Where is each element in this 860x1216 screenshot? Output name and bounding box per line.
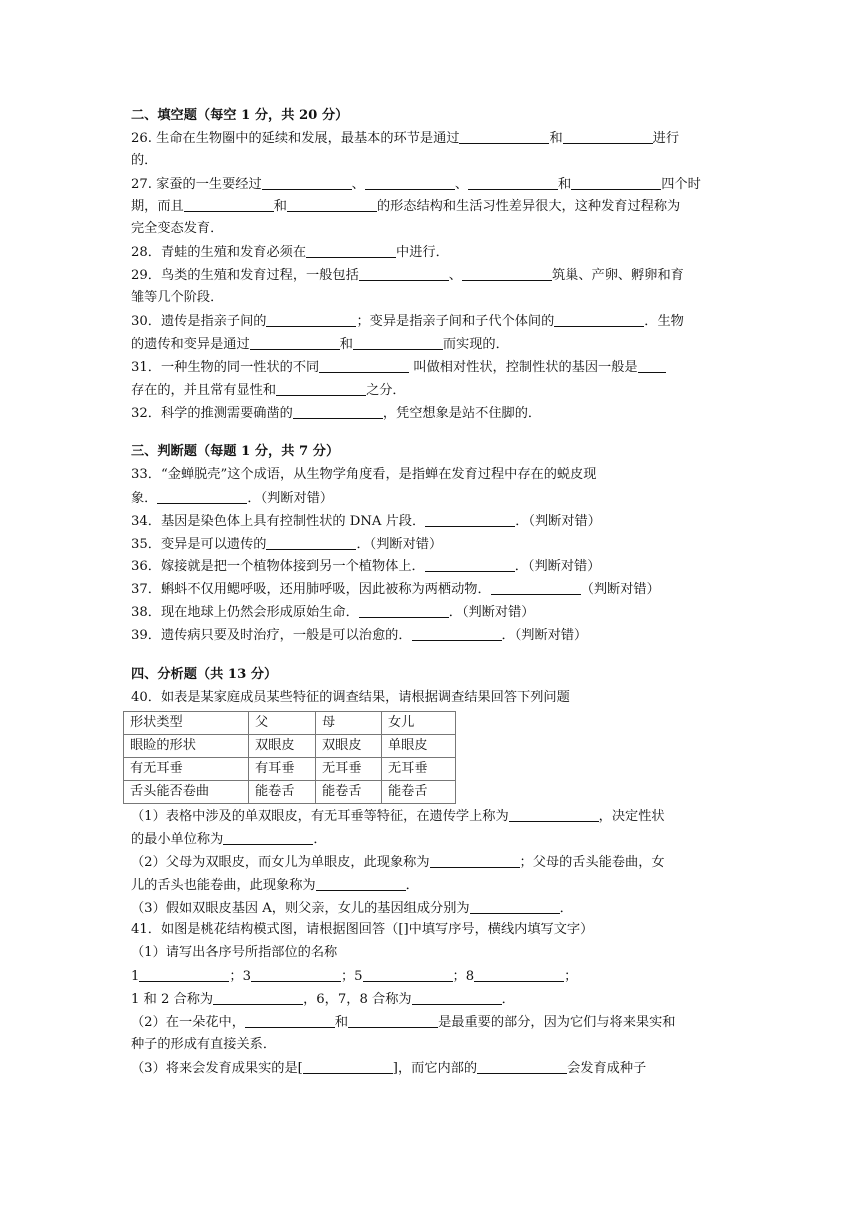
answer-blank[interactable] xyxy=(250,335,340,350)
table-header-row xyxy=(124,712,456,735)
answer-blank[interactable] xyxy=(470,899,560,914)
question-33-line-1: 33．“金蝉脱壳”这个成语，从生物学角度看，是指蝉在发育过程中存在的蜕皮现 xyxy=(131,467,597,482)
question-40-part-1-line-2: 的最小单位称为 ． xyxy=(131,832,327,847)
table-row xyxy=(124,781,456,804)
table-header-cell: 女儿 xyxy=(382,712,456,735)
table-cell: 有无耳垂 xyxy=(124,758,249,781)
answer-blank[interactable] xyxy=(139,967,229,982)
section-heading-fill-in: 二、填空题（每空 1 分，共 20 分） xyxy=(131,108,349,123)
answer-blank[interactable] xyxy=(303,1059,393,1074)
answer-blank[interactable] xyxy=(306,243,396,258)
question-31-line-1: 31．一种生物的同一性状的不同 叫做相对性状，控制性状的基因一般是 xyxy=(131,358,666,377)
table-cell: 眼睑的形状 xyxy=(124,735,249,758)
answer-blank[interactable] xyxy=(425,512,515,527)
table-cell: 能卷舌 xyxy=(249,781,316,804)
question-32: 32．科学的推测需要确凿的 ，凭空想象是站不住脚的． xyxy=(131,406,542,421)
answer-blank[interactable] xyxy=(468,175,558,190)
question-39: 39．遗传病只要及时治疗，一般是可以治愈的． ．（判断对错） xyxy=(131,628,588,643)
question-37: 37．蝌蚪不仅用鳃呼吸，还用肺呼吸，因此被称为两栖动物． （判断对错） xyxy=(131,582,660,597)
family-traits-table xyxy=(123,711,456,804)
question-28: 28．青蛙的生殖和发育必须在 中进行． xyxy=(131,245,449,260)
table-header-cell: 形状类型 xyxy=(124,712,249,735)
question-40-part-3: （3）假如双眼皮基因 A，则父亲，女儿的基因组成分别为 ． xyxy=(131,901,573,916)
question-33-line-2: 象． ．（判断对错） xyxy=(131,491,334,506)
answer-blank[interactable] xyxy=(276,381,366,396)
question-29-line-1: 29．鸟类的生殖和发育过程，一般包括 、 筑巢、产卵、孵卵和育 xyxy=(131,268,684,283)
table-header-cell: 母 xyxy=(316,712,382,735)
answer-blank[interactable] xyxy=(563,129,653,144)
section-heading-analysis: 四、分析题（共 13 分） xyxy=(131,667,278,682)
table-row xyxy=(124,735,456,758)
answer-blank[interactable] xyxy=(571,175,661,190)
answer-blank[interactable] xyxy=(245,1013,335,1028)
question-41-part-1-line-2: 1 ；3 ；5 ；8 ； xyxy=(131,969,578,984)
answer-blank[interactable] xyxy=(462,266,552,281)
answer-blank[interactable] xyxy=(554,312,644,327)
question-38: 38．现在地球上仍然会形成原始生命． ．（判断对错） xyxy=(131,605,535,620)
answer-blank[interactable] xyxy=(287,197,377,212)
question-29-line-2: 雏等几个阶段． xyxy=(131,290,224,305)
answer-blank[interactable] xyxy=(316,876,406,891)
question-40-part-2-line-1: （2）父母为双眼皮，而女儿为单眼皮，此现象称为 ；父母的舌头能卷曲，女 xyxy=(131,855,665,870)
table-cell: 双眼皮 xyxy=(249,735,316,758)
question-30-line-2: 的遗传和变异是通过 和 而实现的． xyxy=(131,337,509,352)
table-cell: 无耳垂 xyxy=(382,758,456,781)
table-cell: 双眼皮 xyxy=(316,735,382,758)
answer-blank[interactable] xyxy=(266,535,356,550)
answer-blank[interactable] xyxy=(359,603,449,618)
question-31-line-2: 存在的，并且常有显性和 之分． xyxy=(131,383,406,398)
section-heading-true-false: 三、判断题（每题 1 分，共 7 分） xyxy=(131,444,340,459)
question-41-part-2-line-1: （2）在一朵花中， 和 是最重要的部分，因为它们与将来果实和 xyxy=(131,1015,676,1030)
answer-blank[interactable] xyxy=(509,807,599,822)
answer-blank[interactable] xyxy=(293,404,383,419)
question-40-part-2-line-2: 儿的舌头也能卷曲，此现象称为 ． xyxy=(131,878,419,893)
answer-blank[interactable] xyxy=(266,312,356,327)
question-26-line-2: 的． xyxy=(131,153,158,168)
answer-blank[interactable] xyxy=(251,967,341,982)
answer-blank[interactable] xyxy=(363,967,453,982)
question-34: 34．基因是染色体上具有控制性状的 DNA 片段． ．（判断对错） xyxy=(131,514,601,529)
answer-blank[interactable] xyxy=(353,335,443,350)
question-41-part-2-line-2: 种子的形成有直接关系． xyxy=(131,1037,277,1052)
question-27-line-3: 完全变态发育． xyxy=(131,221,224,236)
answer-blank[interactable] xyxy=(262,175,352,190)
answer-blank[interactable] xyxy=(474,967,564,982)
answer-blank[interactable] xyxy=(184,197,274,212)
question-26-line-1: 26. 生命在生物圈中的延续和发展，最基本的环节是通过 和 进行 xyxy=(131,131,680,146)
answer-blank[interactable] xyxy=(412,990,502,1005)
table-row xyxy=(124,758,456,781)
question-27-line-1: 27. 家蚕的一生要经过 、 、 和 四个时 xyxy=(131,177,701,192)
table-cell: 能卷舌 xyxy=(316,781,382,804)
question-35: 35．变异是可以遗传的 ．（判断对错） xyxy=(131,537,443,552)
answer-blank[interactable] xyxy=(157,489,247,504)
answer-blank[interactable] xyxy=(491,580,581,595)
answer-blank[interactable] xyxy=(348,1013,438,1028)
answer-blank[interactable] xyxy=(477,1059,567,1074)
answer-blank[interactable] xyxy=(638,358,666,373)
answer-blank[interactable] xyxy=(430,853,520,868)
question-30-line-1: 30．遗传是指亲子间的 ；变异是指亲子间和子代个体间的 ．生物 xyxy=(131,314,684,329)
question-41-part-1-line-3: 1 和 2 合称为 ，6，7，8 合称为 ． xyxy=(131,992,515,1007)
answer-blank[interactable] xyxy=(359,266,449,281)
table-cell: 舌头能否卷曲 xyxy=(124,781,249,804)
table-header-cell: 父 xyxy=(249,712,316,735)
question-40-intro: 40．如表是某家庭成员某些特征的调查结果，请根据调查结果回答下列问题 xyxy=(131,690,570,705)
answer-blank[interactable] xyxy=(213,990,303,1005)
question-36: 36．嫁接就是把一个植物体接到另一个植物体上． ．（判断对错） xyxy=(131,559,601,574)
question-41-part-3: （3）将来会发育成果实的是[ ]，而它内部的 会发育成种子 xyxy=(131,1061,647,1076)
table-cell: 单眼皮 xyxy=(382,735,456,758)
answer-blank[interactable] xyxy=(319,358,409,373)
question-41-intro: 41．如图是桃花结构模式图，请根据图回答（[]中填写序号，横线内填写文字） xyxy=(131,922,594,937)
question-40-part-1-line-1: （1）表格中涉及的单双眼皮，有无耳垂等特征，在遗传学上称为 ，决定性状 xyxy=(131,809,665,824)
question-41-part-1-line-1: （1）请写出各序号所指部位的名称 xyxy=(131,945,338,960)
answer-blank[interactable] xyxy=(412,626,502,641)
answer-blank[interactable] xyxy=(425,557,515,572)
answer-blank[interactable] xyxy=(365,175,455,190)
table-cell: 能卷舌 xyxy=(382,781,456,804)
table-cell: 有耳垂 xyxy=(249,758,316,781)
question-27-line-2: 期，而且 和 的形态结构和生活习性差异很大，这种发育过程称为 xyxy=(131,199,681,214)
answer-blank[interactable] xyxy=(459,129,549,144)
table-cell: 无耳垂 xyxy=(316,758,382,781)
answer-blank[interactable] xyxy=(223,830,313,845)
